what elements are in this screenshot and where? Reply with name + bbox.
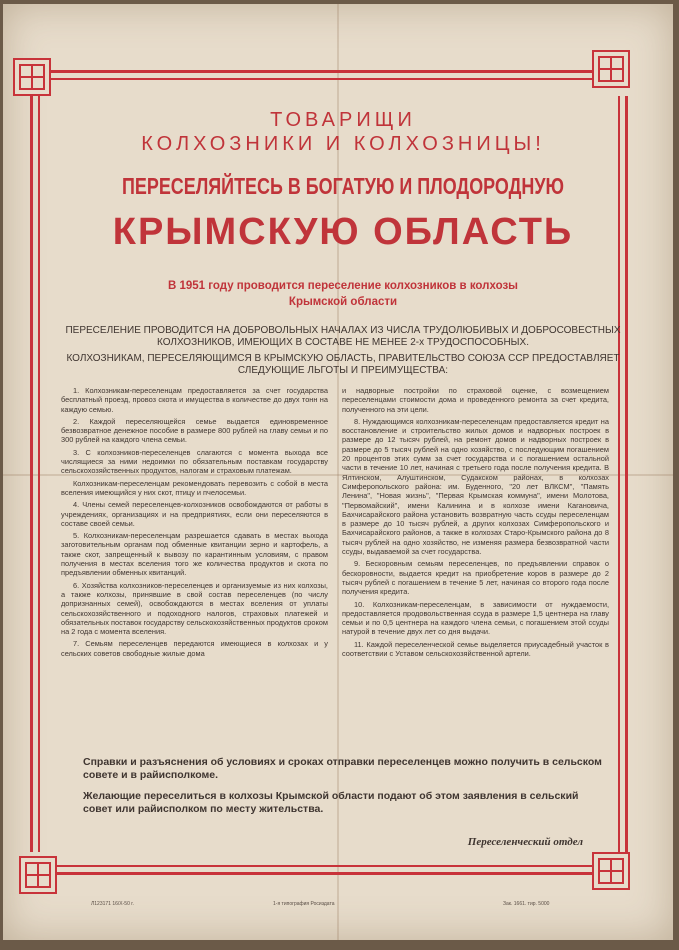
subtitle	[43, 278, 643, 310]
privilege-paragraph: Колхозникам-переселенцам рекомендовать перевозить с собой в места вселения имеющийся у них скот, птицу и пчелосемьи.	[61, 478, 328, 497]
imprint-right: Зак. 1661. тир. 5000	[503, 901, 550, 907]
border-bottom-inner	[47, 865, 629, 867]
headline-call: ПЕРЕСЕЛЯЙТЕСЬ В БОГАТУЮ И ПЛОДОРОДНУЮ	[121, 173, 564, 199]
privilege-paragraph: 9. Бескоровным семьям переселенцев, по предъявлении справок о бескоровности, выдается кредит на приобретение коров в размере до 2 тысяч рублей с погашением в течение 5 лет, начиная со второго года после получения кредита.	[342, 559, 609, 597]
intro-paragraph: ПЕРЕСЕЛЕНИЕ ПРОВОДИТСЯ НА ДОБРОВОЛЬНЫХ НАЧАЛАХ ИЗ ЧИСЛА ТРУДОЛЮБИВЫХ И ДОБРОСОВЕСТНЫХ КОЛХОЗНИКОВ, ИМЕЮЩИХ В СОСТАВЕ НЕ МЕНЕЕ 2-х ТРУДОСПОСОБНЫХ.	[65, 325, 621, 348]
intro-paragraph: КОЛХОЗНИКАМ, ПЕРЕСЕЛЯЮЩИМСЯ В КРЫМСКУЮ ОБЛАСТЬ, ПРАВИТЕЛЬСТВО СОЮЗА ССР ПРЕДОСТАВЛЯЕТ СЛЕДУЮЩИЕ ЛЬГОТЫ И ПРЕИМУЩЕСТВА:	[66, 353, 620, 376]
headline-line-1: ТОВАРИЩИ	[270, 109, 416, 131]
subtitle-line-2: Крымской области	[288, 296, 398, 308]
signature: Переселенческий отдел	[467, 836, 583, 848]
border-top	[47, 70, 629, 73]
privileges-left-column	[61, 386, 328, 756]
privilege-paragraph: 3. С колхозников-переселенцев слагаются с момента выхода все числящиеся за ними недоимки по обязательным поставкам государству сельскохозяйственных продуктов, налогам и страховым платежам.	[61, 447, 328, 476]
corner-ornament-icon	[13, 58, 51, 96]
privilege-paragraph: 8. Нуждающимся колхозникам-переселенцам предоставляется кредит на восстановление и строительство жилых домов и надворных построек в размере до 12 тысяч рублей, на ремонт домов и надворных построек в размере до 5 тысяч рублей на одно хозяйство, с последующим погашением 20 процентов этих сумм за счет государства и с погашением остальной части в течение 10 лет, начиная с третьего года после получения кредита. В Ялтинском, Алуштинском, Судакском районах, в колхозах Симферопольского района: им. Буденного, "20 лет ВЛКСМ", "Память Ленина", "Новая жизнь", "Первая Крымская коммуна", имени Молотова, "Первомайский", имени Калинина и в колхозе имени Кагановича, Бахчисарайского района установить возвратную часть ссуды переселенцам в размере до 10 тысяч рублей, а других колхозах Симферопольского и Бахчисарайского районов, а также в колхозах Старо-Крымского района до 8 тысяч рублей на одно хозяйство, не изменяя размера безвозвратной части ссуды, выдаваемой за счет государства.	[342, 416, 609, 557]
imprint-center: 1-я типография Росиздата	[273, 901, 335, 907]
headline-line-2: КОЛХОЗНИКИ И КОЛХОЗНИЦЫ!	[141, 133, 545, 155]
footer-info: Справки и разъяснения об условиях и сроках отправки переселенцев можно получить в сельском совете и в райисполкоме.	[83, 756, 602, 781]
privilege-paragraph: 11. Каждой переселенческой семье выделяется приусадебный участок в соответствии с Уставом сельскохозяйственной артели.	[342, 639, 609, 659]
privilege-paragraph: 10. Колхозникам-переселенцам, в зависимости от нуждаемости, предоставляется продовольственная ссуда в размере 1,5 центнера на главу семьи и по 0,5 центнера на каждого члена семьи, с погашением этой ссуды натурой в течение двух лет со дня выдачи.	[342, 599, 609, 637]
privileges-right-column	[342, 386, 609, 756]
privilege-paragraph: 5. Колхозникам-переселенцам разрешается сдавать в местах выхода заготовительным органам под обменные квитанции зерно и картофель, а также скот, запрещенный к вывозу по карантинным условиям, с правом получения в местах вселения того же количества продуктов и скота по предъявлении обменных квитанций.	[61, 531, 328, 578]
border-left-inner	[38, 96, 40, 852]
intro-block	[63, 325, 623, 377]
headline-region: КРЫМСКУЮ ОБЛАСТЬ	[112, 211, 574, 253]
privilege-paragraph: 6. Хозяйства колхозников-переселенцев и организуемые из них колхозы, а также колхозы, принявшие в свой состав переселенцев (по числу допризнанных семей), освобождаются в местах вселения от уплаты сельскохозяйственного и подоходного налогов, страховых платежей и обязательных поставок государству сельскохозяйственных продуктов сроком на 2 года с момента вселения.	[61, 580, 328, 637]
privilege-paragraph: 1. Колхозникам-переселенцам предоставляется за счет государства бесплатный проезд, провоз скота и имущества в количестве до двух тонн на каждую семью.	[61, 386, 328, 414]
headline-greeting	[43, 108, 643, 156]
privilege-paragraph: 2. Каждой переселяющейся семье выдается единовременное безвозвратное денежное пособие в размере 800 рублей на главу семьи и по 300 рублей на каждого члена семьи.	[61, 416, 328, 445]
privilege-paragraph: и надворные постройки по страховой оценке, с возмещением переселенцами стоимости дома и проведенного ремонта за счет кредита, полученного на эти цели.	[342, 386, 609, 414]
border-top-inner	[47, 78, 629, 80]
border-bottom	[47, 872, 629, 875]
footer-application: Желающие переселиться в колхозы Крымской области подают об этом заявления в сельский совет или райисполком по месту жительства.	[83, 790, 579, 815]
privileges-body	[61, 386, 609, 756]
poster-sheet	[3, 4, 673, 940]
border-left	[30, 96, 33, 852]
corner-ornament-icon	[592, 852, 630, 890]
corner-ornament-icon	[19, 856, 57, 894]
privilege-paragraph: 7. Семьям переселенцев передаются имеющиеся в колхозах и у сельских советов свободные жилые дома	[61, 639, 328, 658]
subtitle-line-1: В 1951 году проводится переселение колхозников в колхозы	[167, 280, 518, 292]
imprint-left: Л123171 16/X-50 г.	[91, 901, 134, 907]
privilege-paragraph: 4. Члены семей переселенцев-колхозников освобождаются от работы в учреждениях, организациях и на предприятиях, если они переселяются в составе своей семьи.	[61, 500, 328, 528]
corner-ornament-icon	[592, 50, 630, 88]
